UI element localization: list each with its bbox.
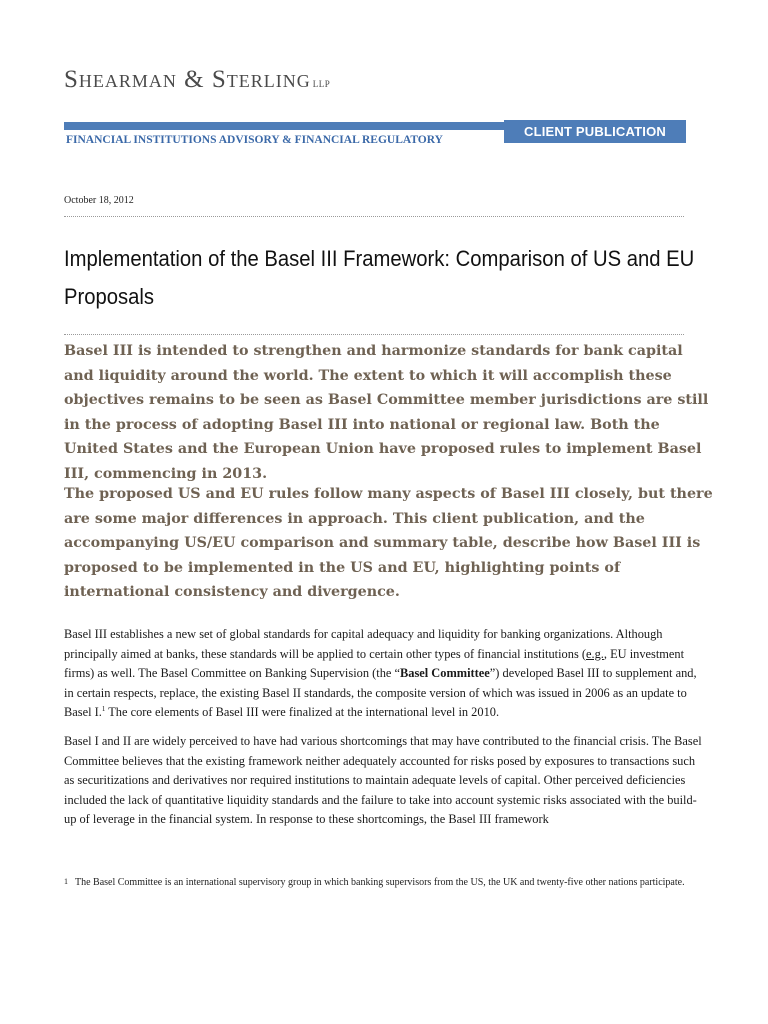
footnote-number: 1	[64, 877, 68, 886]
document-title: Implementation of the Basel III Framework: Comparison of US and EU Proposals	[64, 246, 695, 309]
body1-text-d: The core elements of Basel III were finalized at the international level in 2010.	[105, 705, 500, 720]
firm-name: Shearman & Sterling	[64, 66, 311, 93]
lead-paragraph-2: The proposed US and EU rules follow many aspects of Basel III closely, but there are some major differences in approach. This client publication, and the accompanying US/EU comparison and summary table, describe how Basel III is proposed to be implemented in the US and EU, highlighting points of international consistency and divergence.	[64, 486, 713, 601]
dotted-divider-bottom	[64, 334, 684, 335]
publication-type-label: CLIENT PUBLICATION	[523, 124, 667, 139]
practice-area-label: FINANCIAL INSTITUTIONS ADVISORY & FINANCIAL REGULATORY	[66, 134, 443, 146]
body1-text-c: ”) developed Basel III to supplement and, in certain respects, replace, the existing Basel II standards, the composite version of which was issued in 2006 as an update to Basel I.	[64, 666, 697, 720]
footnote-text: The Basel Committee is an international supervisory group in which banking supervisors from the US, the UK and twenty-five other nations participate.	[75, 877, 685, 888]
body-paragraph-2: Basel I and II are widely perceived to have had various shortcomings that may have contributed to the financial crisis. The Basel Committee believes that the existing framework neither adequately accounted for risks posed by exposures to transactions such as securitizations and derivatives nor required institutions to maintain adequate levels of capital. Other perceived deficiencies included the lack of quantitative liquidity standards and the failure to take into account systemic risks associated with the build-up of leverage in the financial system. In response to these shortcomings, the Basel III framework	[64, 734, 702, 827]
footnote-ref-1[interactable]: 1	[101, 705, 106, 714]
publication-date: October 18, 2012	[64, 195, 134, 206]
firm-suffix: LLP	[312, 79, 331, 89]
body1-text-a: Basel III establishes a new set of global standards for capital adequacy and liquidity for banking organizations. Although principally aimed at banks, these standards will be applied to certain other types of financial institutions (	[64, 627, 663, 661]
dotted-divider-top	[64, 216, 684, 217]
lead-paragraph-1: Basel III is intended to strengthen and harmonize standards for bank capital and liquidity around the world. The extent to which it will accomplish these objectives remains to be seen as Basel Committee member jurisdictions are still in the process of adopting Basel III into national or regional law. Both the United States and the European Union have proposed rules to implement Basel III, commencing in 2013.	[64, 343, 709, 482]
firm-logo	[64, 66, 330, 94]
body1-defined-term: Basel Committee	[399, 666, 490, 681]
body-paragraph-1	[64, 625, 704, 723]
body1-text-b: , EU investment firms) as well. The Basel Committee on Banking Supervision (the “	[64, 646, 685, 681]
header-rule-bar	[64, 122, 504, 130]
body1-eg: e.g.	[586, 646, 604, 661]
